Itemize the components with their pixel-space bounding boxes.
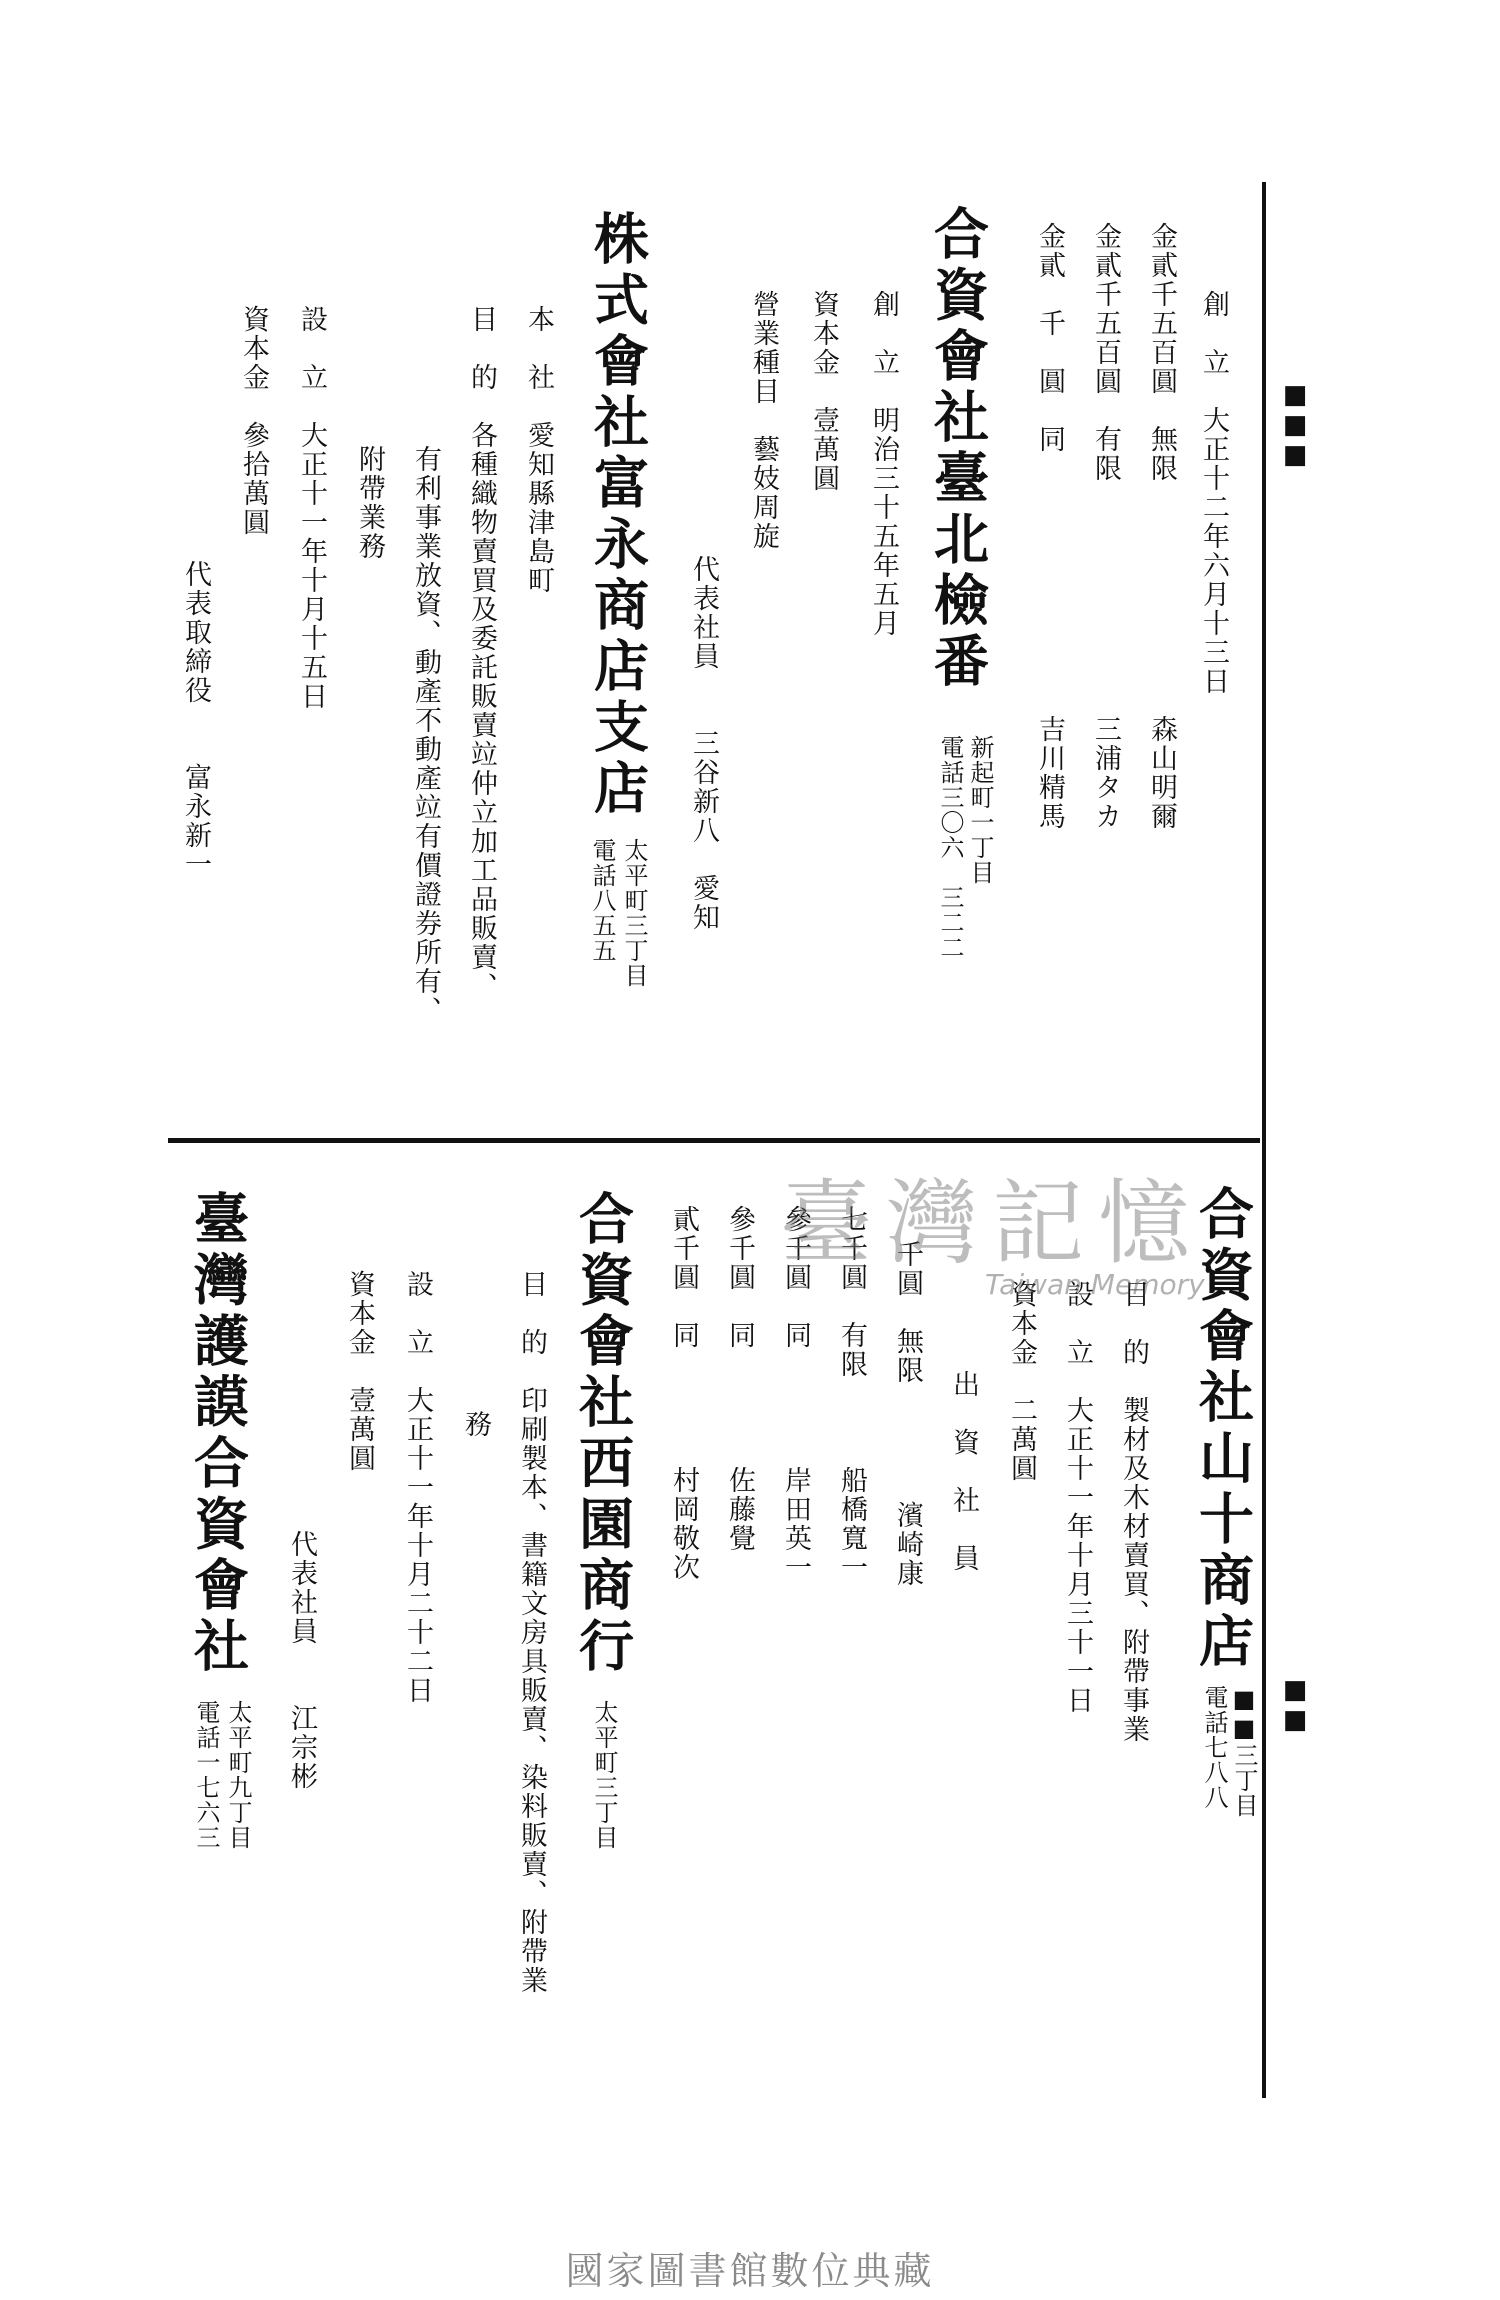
watermark-subtext: Taiwan Memory xyxy=(985,1268,1205,1301)
b1-row-partner-1: 金貳千五百圓 無限 森山明爾 xyxy=(1146,222,1177,831)
right-border-rule xyxy=(1262,182,1266,2098)
b2-row-business: 營業種目 藝妓周旋 xyxy=(748,290,779,551)
b4-partner-3: 參千圓 同 岸田英一 xyxy=(780,1205,811,1582)
b4-company-title: 合資會社山十商店 xyxy=(1190,1185,1255,1673)
header-mark-left: ■■■ xyxy=(1280,380,1310,470)
b4-row-capital: 資本金 二萬圓 xyxy=(1006,1280,1037,1483)
b3-row-headoffice: 本 社 愛知縣津島町 xyxy=(523,305,554,595)
header-mark-right: ■■ xyxy=(1280,1675,1310,1735)
b2-company-title: 合資會社臺北檢番 xyxy=(925,205,990,693)
b3-phone: 電話八五五 xyxy=(588,838,616,963)
b1-row-partner-2: 金貳千五百圓 有限 三浦タカ xyxy=(1090,222,1121,831)
b5-company-title: 合資會社西園商行 xyxy=(570,1190,635,1678)
b5-row-capital: 資本金 壹萬圓 xyxy=(344,1270,375,1473)
b5-row-purpose: 目 的 印刷製本、書籍文房具販賣、染料販賣、附帶業 xyxy=(516,1270,547,1995)
b2-row-capital: 資本金 壹萬圓 xyxy=(808,290,839,493)
b4-row-partners-header: 出 資 社 員 xyxy=(948,1370,979,1573)
b6-phone: 電話一七六三 xyxy=(192,1700,220,1850)
b4-row-established: 設 立 大正十一年十月三十一日 xyxy=(1062,1280,1093,1715)
b6-address: 太平町九丁目 xyxy=(224,1700,252,1850)
b1-row-established: 創 立 大正十二年六月十三日 xyxy=(1198,290,1229,696)
b5-row-established: 設 立 大正十一年十月二十二日 xyxy=(402,1270,433,1705)
b2-phone: 電話三〇六 三二二 xyxy=(936,735,964,960)
b3-row-established: 設 立 大正十一年十月十五日 xyxy=(296,305,327,711)
b3-row-purpose-cont: 有利事業放資、動產不動產竝有價證券所有、 xyxy=(410,445,441,1025)
b5-row-purpose-cont: 務 xyxy=(460,1410,491,1439)
b3-row-purpose: 目 的 各種織物賣買及委託販賣竝仲立加工品販賣、 xyxy=(466,305,497,1001)
b3-row-capital: 資本金 參拾萬圓 xyxy=(238,305,269,537)
b4-partner-2: 七千圓 有限 船橋寬一 xyxy=(836,1205,867,1582)
b3-representative: 代表取締役 富永新一 xyxy=(180,560,211,879)
b3-address: 太平町三丁目 xyxy=(620,838,648,988)
b1-row-partner-3: 金貳 千 圓 同 吉川精馬 xyxy=(1034,222,1065,831)
b2-address: 新起町一丁目 xyxy=(966,735,994,885)
b4-address: ■■三丁目 xyxy=(1230,1685,1258,1818)
b3-company-title: 株式會社富永商店支店 xyxy=(585,210,650,820)
b5-address: 太平町三丁目 xyxy=(590,1700,618,1850)
b4-phone: 電話七八八 xyxy=(1200,1685,1228,1810)
b4-row-purpose: 目 的 製材及木材賣買、附帶事業 xyxy=(1118,1280,1149,1744)
b5-representative: 代表社員 江宗彬 xyxy=(286,1530,317,1791)
b2-row-established: 創 立 明治三十五年五月 xyxy=(868,290,899,638)
b6-company-title: 臺灣護謨合資會社 xyxy=(185,1190,250,1678)
middle-divider-rule xyxy=(168,1138,1260,1143)
footer-credit: 國家圖書館數位典藏 xyxy=(565,2249,935,2293)
b3-row-purpose-cont2: 附帶業務 xyxy=(354,445,385,561)
b4-partner-1: 千圓 無限 濱崎康 xyxy=(892,1240,923,1588)
watermark-text: 臺灣記憶 xyxy=(780,1170,1205,1277)
b4-partner-5: 貳千圓 同 村岡敬次 xyxy=(668,1205,699,1582)
b2-representative: 代表社員 三谷新八 愛知 xyxy=(688,555,719,932)
b4-partner-4: 參千圓 同 佐藤覺 xyxy=(724,1205,755,1553)
